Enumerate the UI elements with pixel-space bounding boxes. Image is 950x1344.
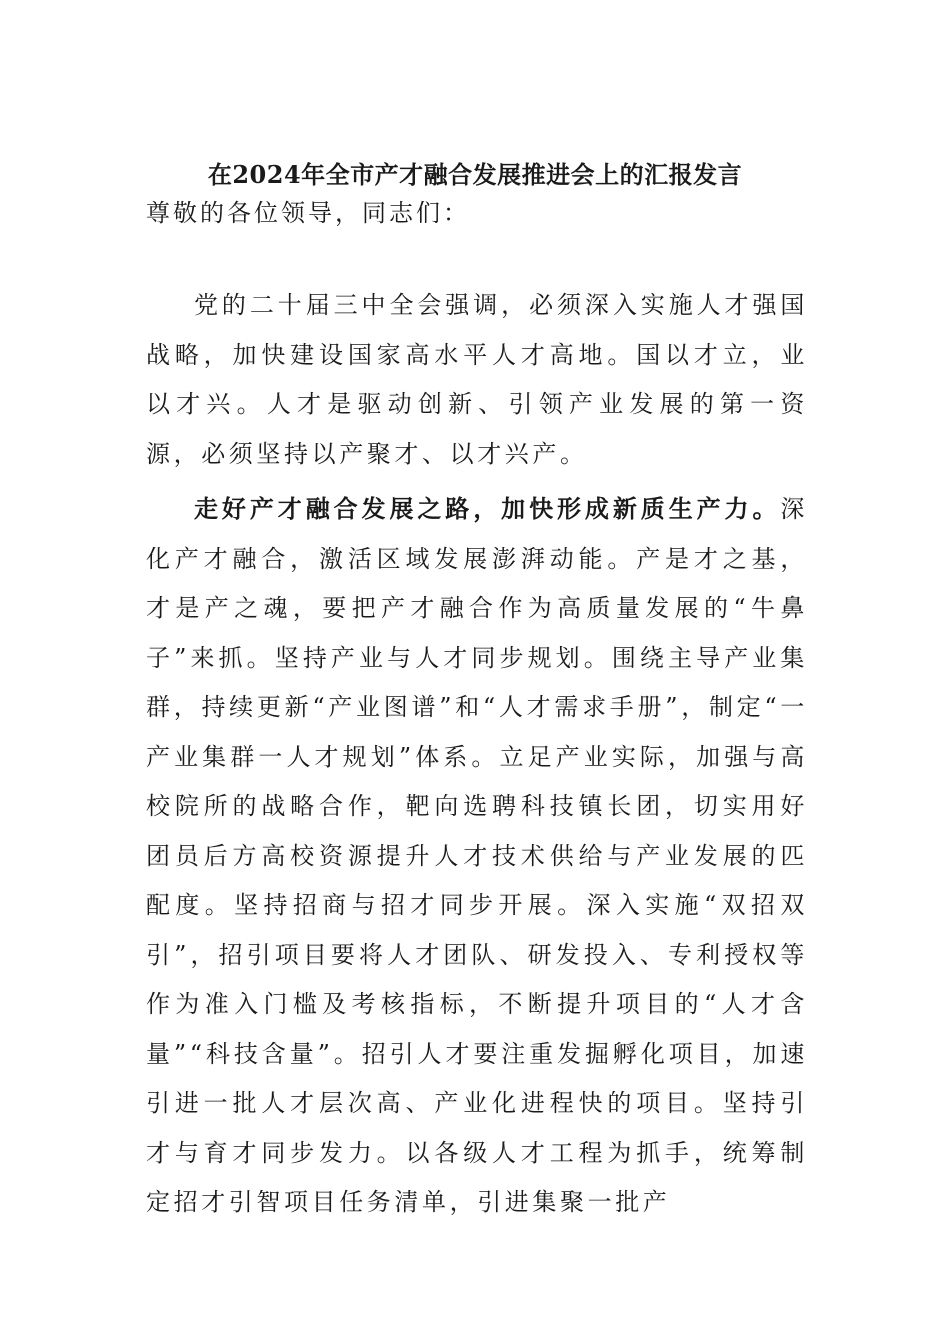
- salutation: 尊敬的各位领导，同志们：: [146, 199, 470, 227]
- paragraph-1: 党的二十届三中全会强调，必须深入实施人才强国战略，加快建设国家高水平人才高地。国以才立，业以才兴。人才是驱动创新、引领产业发展的第一资源，必须坚持以产聚才、以才兴产。: [146, 291, 808, 468]
- paragraph-2-body: 深化产才融合，激活区域发展澎湃动能。产是才之基，才是产之魂，要把产才融合作为高质量发展的“牛鼻子”来抓。坚持产业与人才同步规划。围绕主导产业集群，持续更新“产业图谱”和“人才需求手册”，制定“一产业集群一人才规划”体系。立足产业实际，加强与高校院所的战略合作，靶向选聘科技镇长团，切实用好团员后方高校资源提升人才技术供给与产业发展的匹配度。坚持招商与招才同步开展。深入实施“双招双引”，招引项目要将人才团队、研发投入、专利授权等作为准入门槛及考核指标，不断提升项目的“人才含量”“科技含量”。招引人才要注重发掘孵化项目，加速引进一批人才层次高、产业化进程快的项目。坚持引才与育才同步发力。以各级人才工程为抓手，统筹制定招才引智项目任务清单，引进集聚一批产: [146, 495, 808, 1216]
- paragraph-2-lead: 走好产才融合发展之路，加快形成新质生产力。: [194, 494, 781, 523]
- paragraph-2: [146, 484, 808, 1228]
- document-title: 在2024年全市产才融合发展推进会上的汇报发言: [207, 160, 743, 189]
